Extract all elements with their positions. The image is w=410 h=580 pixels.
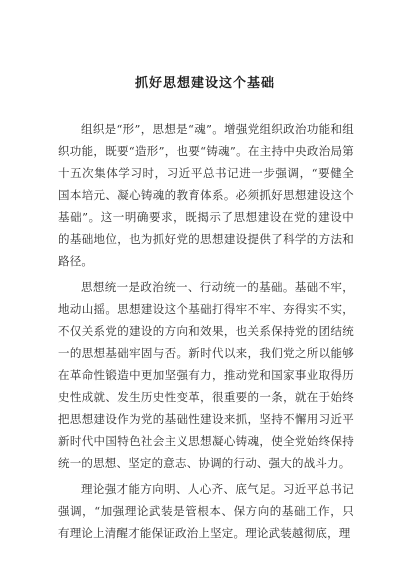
document-title: 抓好思想建设这个基础 [134,76,275,91]
document-body [58,118,354,548]
paragraph: 思想统一是政治统一、行动统一的基础。基础不牢，地动山摇。思想建设这个基础打得牢不牢、夯得实不实，不仅关系党的建设的方向和效果，也关系保持党的团结统一的思想基础牢固与否。新时代以来，我们党之所以能够在革命性锻造中更加坚强有力，推动党和国家事业取得历史性成就、发生历史性变革，很重要的一条，就在于始终把思想建设作为党的基础性建设来抓，坚持不懈用习近平新时代中国特色社会主义思想凝心铸魂，使全党始终保持统一的思想、坚定的意志、协调的行动、强大的战斗力。 [58,280,354,470]
paragraph: 理论强才能方向明、人心齐、底气足。习近平总书记强调，“加强理论武装是管根本、保方向的基础工作，只有理论上清醒才能保证政治上坚定。理论武装越彻底，理 [58,482,354,540]
paragraph: 组织是“形”，思想是“魂”。增强党组织政治功能和组织功能，既要“造形”，也要“铸魂”。在主持中央政治局第十五次集体学习时，习近平总书记进一步强调，“要健全国本培元、凝心铸魂的教育体系。必须抓好思想建设这个基础”。这一明确要求，既揭示了思想建设在党的建设中的基础地位，也为抓好党的思想建设提供了科学的方法和路径。 [58,122,354,268]
